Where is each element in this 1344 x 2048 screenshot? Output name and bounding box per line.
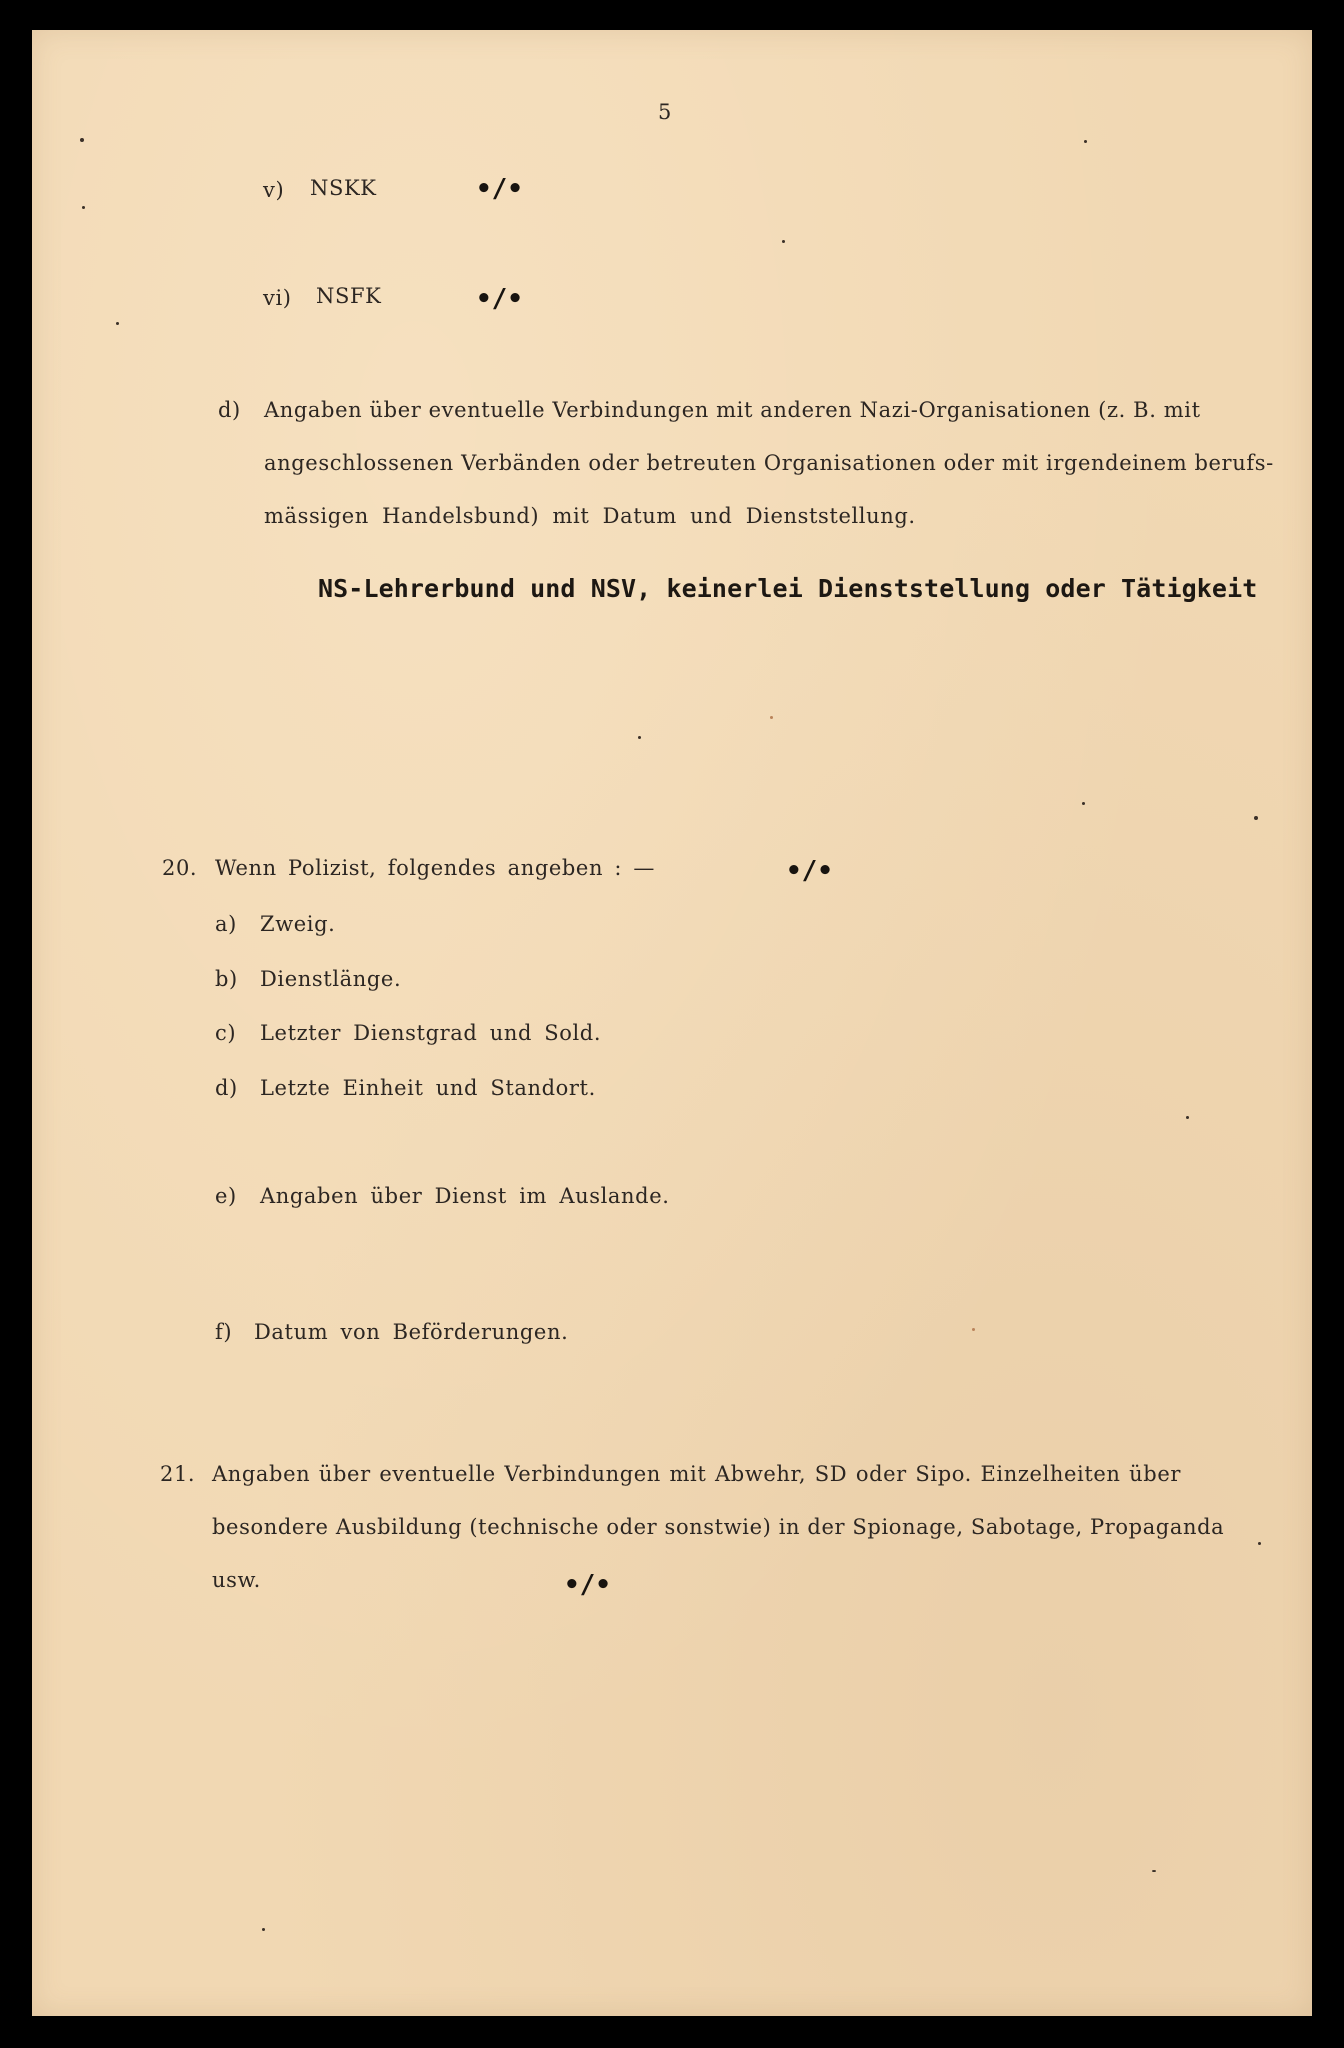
item-d-line-3: mässigen Handelsbund) mit Datum und Dienststellung. xyxy=(264,504,916,528)
item-vi-text: NSFK xyxy=(316,284,382,308)
paper-speck xyxy=(116,322,119,325)
paper-speck xyxy=(1186,1116,1189,1119)
paper-speck xyxy=(1258,1542,1261,1545)
document-page xyxy=(32,30,1312,2016)
question-21-line-1: Angaben über eventuelle Verbindungen mit Abwehr, SD oder Sipo. Einzelheiten über xyxy=(212,1462,1181,1486)
paper-speck xyxy=(638,736,641,739)
question-20-a-label: a) xyxy=(215,912,237,936)
item-v-answer-mark: •/• xyxy=(476,174,523,204)
item-d-line-2: angeschlossenen Verbänden oder betreuten Organisationen oder mit irgendeinem berufs- xyxy=(264,451,1274,475)
question-20-d-label: d) xyxy=(215,1076,238,1100)
typed-answer-organisations: NS-Lehrerbund und NSV, keinerlei Dienststellung oder Tätigkeit xyxy=(318,574,1258,603)
paper-speck xyxy=(770,716,773,719)
question-20-d-text: Letzte Einheit und Standort. xyxy=(260,1076,596,1100)
question-21-line-3: usw. xyxy=(212,1568,261,1592)
question-21-number: 21. xyxy=(160,1462,196,1486)
question-20-b-text: Dienstlänge. xyxy=(260,967,402,991)
question-20-number: 20. xyxy=(162,856,198,880)
question-20-text: Wenn Polizist, folgendes angeben : — xyxy=(215,856,655,880)
paper-speck xyxy=(1254,816,1258,820)
item-v-text: NSKK xyxy=(310,176,377,200)
item-d-line-1: Angaben über eventuelle Verbindungen mit anderen Nazi-Organisationen (z. B. mit xyxy=(264,398,1201,422)
question-20-c-label: c) xyxy=(215,1021,237,1045)
question-21-answer-mark: •/• xyxy=(564,1570,611,1600)
paper-speck xyxy=(262,1928,265,1931)
question-20-c-text: Letzter Dienstgrad und Sold. xyxy=(260,1021,602,1045)
paper-speck xyxy=(972,1328,975,1331)
question-20-a-text: Zweig. xyxy=(260,912,336,936)
question-20-f-text: Datum von Beförderungen. xyxy=(254,1320,569,1344)
question-20-e-text: Angaben über Dienst im Auslande. xyxy=(260,1184,670,1208)
question-20-e-label: e) xyxy=(215,1184,237,1208)
paper-speck xyxy=(80,138,84,142)
question-21-line-2: besondere Ausbildung (technische oder sonstwie) in der Spionage, Sabotage, Propaganda xyxy=(212,1515,1225,1539)
page-number: 5 xyxy=(658,100,672,124)
paper-speck xyxy=(1082,802,1085,805)
item-vi-label: vi) xyxy=(263,286,292,310)
question-20-b-label: b) xyxy=(215,967,238,991)
question-20-f-label: f) xyxy=(215,1320,233,1344)
paper-speck xyxy=(782,240,785,243)
item-v-label: v) xyxy=(263,178,285,202)
item-vi-answer-mark: •/• xyxy=(476,284,523,314)
item-d-label: d) xyxy=(218,398,241,422)
question-20-answer-mark: •/• xyxy=(786,856,833,886)
paper-speck xyxy=(1084,140,1087,143)
paper-speck xyxy=(1152,1870,1156,1872)
paper-speck xyxy=(82,206,85,209)
